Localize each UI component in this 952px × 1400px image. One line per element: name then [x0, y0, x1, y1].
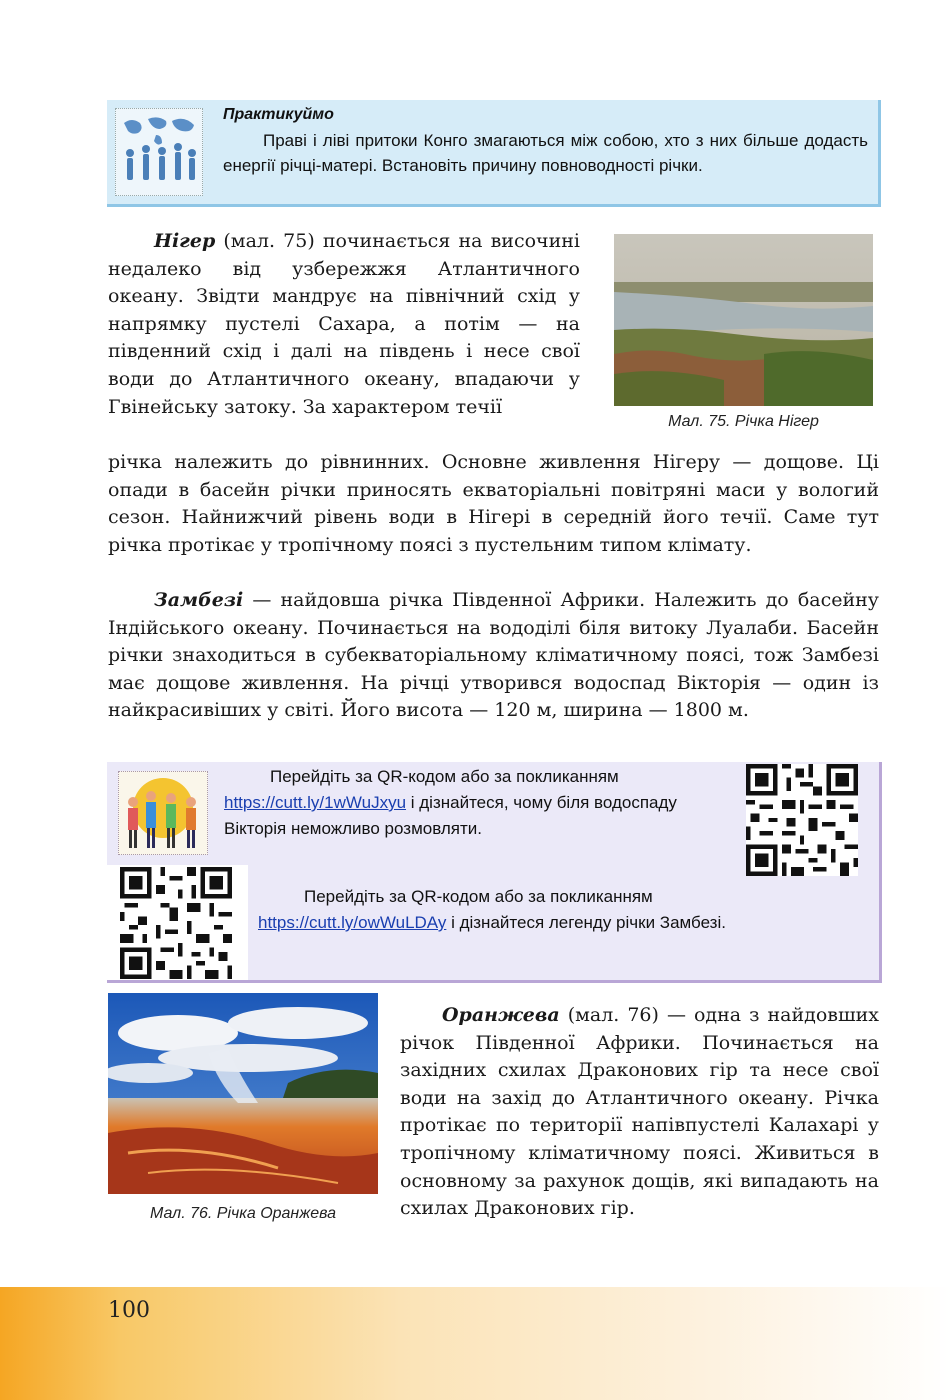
people-illustration-icon — [118, 771, 208, 855]
niger-river-photo — [614, 234, 873, 406]
qr-code-victoria[interactable] — [746, 764, 858, 876]
qr-box-divider — [107, 980, 882, 983]
orange-paragraph: Оранжева (мал. 76) — одна з найдовших річок Південної Африки. Починається на західних схилах Драконових гір та несе свої води на захід до Атлантичного океану. Річка протікає по території напівпустелі Калахарі у тропічному кліматичному поясі. Живиться в основному за рахунок дощів, які випадають на схилах Драконових гір. — [400, 1004, 879, 1220]
niger-paragraph-top: Нігер (мал. 75) починається на височині недалеко від узбережжя Атлантичного океану. Звідти мандрує на північний схід у напрямку пустелі Сахара, а потім — на південний схід і далі на південь і несе свої води до Атлантичного океану, впадаючи у Гвінейську затоку. За характером течії — [108, 230, 580, 418]
niger-paragraph-bottom: річка належить до рівнинних. Основне живлення Нігеру — дощове. Ці опади в басейн річки приносять екваторіальні повітряні маси у вологий сезон. Найнижчий рівень води в Нігері в середній його течії. Саме тут річка протікає у тропічному поясі з пустельним типом клімату. — [108, 451, 879, 556]
niger-caption: Мал. 75. Річка Нігер — [668, 413, 819, 430]
practice-title: Практикуймо — [223, 106, 334, 123]
practice-text: Праві і ліві притоки Конго змагаються між собою, хто з них більше додасть енергії річці-матері. Встановіть причину повноводності річки. — [223, 131, 868, 175]
orange-term: Оранжева — [442, 1004, 560, 1026]
world-map-people-icon — [115, 108, 203, 196]
qr-text-victoria: Перейдіть за QR-кодом або за покликанням https://cutt.ly/1wWuJxyu і дізнайтеся, чому біля водоспаду Вікторія неможливо розмовляти. — [224, 767, 677, 838]
orange-caption: Мал. 76. Річка Оранжева — [149, 1205, 337, 1222]
victoria-link[interactable]: https://cutt.ly/1wWuJxyu — [224, 793, 407, 812]
zambezi-term: Замбезі — [154, 589, 244, 611]
orange-river-photo — [108, 993, 378, 1194]
qr-text-legend: Перейдіть за QR-кодом або за покликанням https://cutt.ly/owWuLDAy і дізнайтеся легенду річки Замбезі. — [258, 887, 726, 932]
legend-link[interactable]: https://cutt.ly/owWuLDAy — [258, 913, 447, 932]
qr-code-legend[interactable] — [120, 867, 232, 979]
practice-box — [107, 100, 881, 207]
niger-term: Нігер — [154, 230, 216, 252]
page-number: 100 — [108, 1298, 150, 1323]
zambezi-paragraph: Замбезі — найдовша річка Південної Африки. Належить до басейну Індійського океану. Починається на вододілі біля витоку Луалаби. Басейн річки знаходиться в субекваторіальному кліматичному поясі, тож Замбезі має дощове живлення. На річці утворився водоспад Вікторія — один із найкрасивіших у світі. Його висота — 120 м, ширина — 1800 м. — [108, 589, 879, 722]
